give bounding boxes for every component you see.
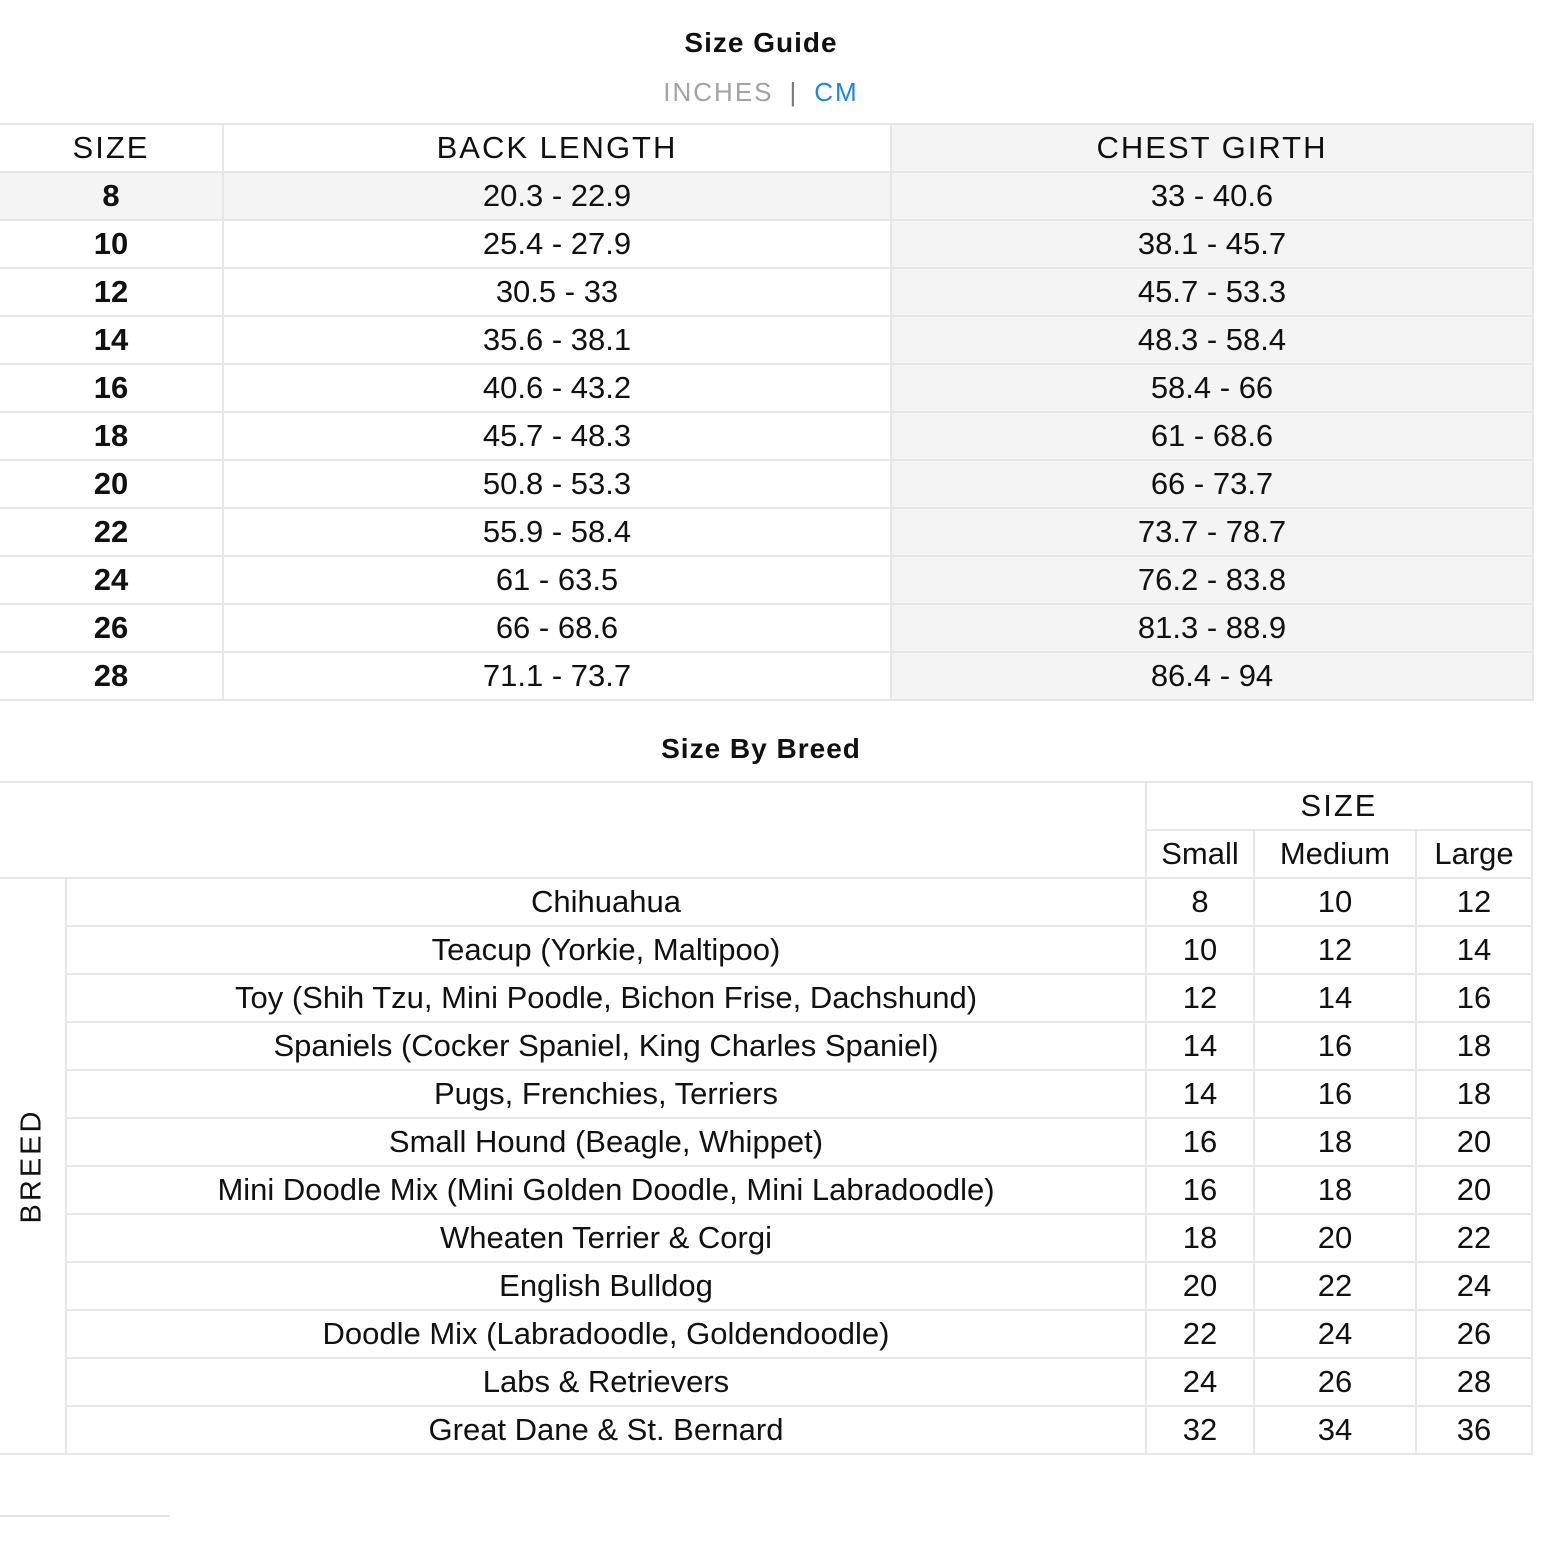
large-size-cell: 28 — [1416, 1358, 1532, 1406]
chest-girth-cell: 81.3 - 88.9 — [891, 604, 1533, 652]
small-size-cell: 12 — [1146, 974, 1254, 1022]
medium-size-cell: 18 — [1254, 1118, 1416, 1166]
medium-size-cell: 20 — [1254, 1214, 1416, 1262]
medium-size-cell: 18 — [1254, 1166, 1416, 1214]
medium-size-cell: 16 — [1254, 1070, 1416, 1118]
small-size-cell: 10 — [1146, 926, 1254, 974]
breed-table-corner — [0, 782, 1146, 878]
breed-row — [0, 1262, 1532, 1310]
size-column-header: SIZE — [0, 124, 223, 172]
back-length-cell: 61 - 63.5 — [223, 556, 891, 604]
breed-row — [0, 1118, 1532, 1166]
breed-name-cell: Toy (Shih Tzu, Mini Poodle, Bichon Frise, Dachshund) — [66, 974, 1146, 1022]
breed-row — [0, 926, 1532, 974]
breed-name-cell: Doodle Mix (Labradoodle, Goldendoodle) — [66, 1310, 1146, 1358]
chest-girth-cell: 45.7 - 53.3 — [891, 268, 1533, 316]
size-guide-row — [0, 412, 1533, 460]
breed-name-cell: Mini Doodle Mix (Mini Golden Doodle, Mini Labradoodle) — [66, 1166, 1146, 1214]
small-size-cell: 32 — [1146, 1406, 1254, 1454]
breed-name-cell: Chihuahua — [66, 878, 1146, 926]
back-length-cell: 35.6 - 38.1 — [223, 316, 891, 364]
chest-girth-cell: 61 - 68.6 — [891, 412, 1533, 460]
small-column-header: Small — [1146, 830, 1254, 878]
breed-name-cell: Pugs, Frenchies, Terriers — [66, 1070, 1146, 1118]
large-size-cell: 14 — [1416, 926, 1532, 974]
medium-column-header: Medium — [1254, 830, 1416, 878]
breed-axis-label — [0, 878, 66, 1454]
size-guide-row — [0, 364, 1533, 412]
breed-row — [0, 1070, 1532, 1118]
chest-girth-cell: 48.3 - 58.4 — [891, 316, 1533, 364]
unit-toggle — [0, 77, 1522, 108]
size-guide-header-row — [0, 124, 1533, 172]
medium-size-cell: 16 — [1254, 1022, 1416, 1070]
breed-row — [0, 878, 1532, 926]
breed-size-header-row — [0, 782, 1532, 830]
large-size-cell: 12 — [1416, 878, 1532, 926]
small-size-cell: 8 — [1146, 878, 1254, 926]
large-size-cell: 24 — [1416, 1262, 1532, 1310]
large-size-cell: 36 — [1416, 1406, 1532, 1454]
size-cell: 20 — [0, 460, 223, 508]
chest-girth-cell: 76.2 - 83.8 — [891, 556, 1533, 604]
chest-girth-cell: 38.1 - 45.7 — [891, 220, 1533, 268]
size-cell: 28 — [0, 652, 223, 700]
breed-name-cell: Teacup (Yorkie, Maltipoo) — [66, 926, 1146, 974]
large-size-cell: 22 — [1416, 1214, 1532, 1262]
size-cell: 14 — [0, 316, 223, 364]
size-guide-row — [0, 604, 1533, 652]
breed-name-cell: Small Hound (Beagle, Whippet) — [66, 1118, 1146, 1166]
breed-name-cell: Labs & Retrievers — [66, 1358, 1146, 1406]
size-guide-row — [0, 316, 1533, 364]
breed-row — [0, 1310, 1532, 1358]
size-guide-row — [0, 556, 1533, 604]
large-size-cell: 20 — [1416, 1166, 1532, 1214]
size-guide-title: Size Guide — [684, 27, 838, 58]
large-size-cell: 16 — [1416, 974, 1532, 1022]
back-length-column-header: BACK LENGTH — [223, 124, 891, 172]
back-length-cell: 66 - 68.6 — [223, 604, 891, 652]
medium-size-cell: 12 — [1254, 926, 1416, 974]
back-length-cell: 40.6 - 43.2 — [223, 364, 891, 412]
back-length-cell: 30.5 - 33 — [223, 268, 891, 316]
size-guide-row — [0, 652, 1533, 700]
size-cell: 12 — [0, 268, 223, 316]
breed-row — [0, 1022, 1532, 1070]
size-guide-table — [0, 123, 1534, 701]
back-length-cell: 50.8 - 53.3 — [223, 460, 891, 508]
breed-name-cell: Great Dane & St. Bernard — [66, 1406, 1146, 1454]
breed-axis-label-text: BREED — [15, 1108, 48, 1224]
large-size-cell: 26 — [1416, 1310, 1532, 1358]
medium-size-cell: 22 — [1254, 1262, 1416, 1310]
size-by-breed-title: Size By Breed — [661, 733, 861, 764]
chest-girth-cell: 66 - 73.7 — [891, 460, 1533, 508]
breed-name-cell: Spaniels (Cocker Spaniel, King Charles Spaniel) — [66, 1022, 1146, 1070]
small-size-cell: 20 — [1146, 1262, 1254, 1310]
small-size-cell: 14 — [1146, 1022, 1254, 1070]
size-cell: 18 — [0, 412, 223, 460]
breed-row — [0, 1358, 1532, 1406]
size-guide-row — [0, 508, 1533, 556]
small-size-cell: 16 — [1146, 1166, 1254, 1214]
chest-girth-cell: 73.7 - 78.7 — [891, 508, 1533, 556]
small-size-cell: 22 — [1146, 1310, 1254, 1358]
large-size-cell: 18 — [1416, 1070, 1532, 1118]
small-size-cell: 14 — [1146, 1070, 1254, 1118]
footer-divider — [0, 1515, 170, 1517]
breed-name-cell: English Bulldog — [66, 1262, 1146, 1310]
medium-size-cell: 26 — [1254, 1358, 1416, 1406]
breed-row — [0, 1166, 1532, 1214]
size-cell: 22 — [0, 508, 223, 556]
medium-size-cell: 14 — [1254, 974, 1416, 1022]
back-length-cell: 55.9 - 58.4 — [223, 508, 891, 556]
size-guide-row — [0, 172, 1533, 220]
unit-cm-toggle[interactable]: CM — [814, 77, 859, 107]
breed-size-header: SIZE — [1146, 782, 1532, 830]
chest-girth-cell: 33 - 40.6 — [891, 172, 1533, 220]
small-size-cell: 18 — [1146, 1214, 1254, 1262]
breed-row — [0, 1214, 1532, 1262]
size-guide-row — [0, 268, 1533, 316]
size-by-breed-table — [0, 781, 1533, 1455]
chest-girth-cell: 86.4 - 94 — [891, 652, 1533, 700]
back-length-cell: 25.4 - 27.9 — [223, 220, 891, 268]
medium-size-cell: 10 — [1254, 878, 1416, 926]
size-cell: 26 — [0, 604, 223, 652]
breed-row — [0, 974, 1532, 1022]
size-cell: 10 — [0, 220, 223, 268]
medium-size-cell: 24 — [1254, 1310, 1416, 1358]
large-column-header: Large — [1416, 830, 1532, 878]
unit-separator: | — [789, 77, 799, 107]
back-length-cell: 71.1 - 73.7 — [223, 652, 891, 700]
size-cell: 8 — [0, 172, 223, 220]
large-size-cell: 20 — [1416, 1118, 1532, 1166]
size-cell: 16 — [0, 364, 223, 412]
back-length-cell: 20.3 - 22.9 — [223, 172, 891, 220]
chest-girth-cell: 58.4 - 66 — [891, 364, 1533, 412]
size-guide-row — [0, 220, 1533, 268]
breed-row — [0, 1406, 1532, 1454]
back-length-cell: 45.7 - 48.3 — [223, 412, 891, 460]
breed-name-cell: Wheaten Terrier & Corgi — [66, 1214, 1146, 1262]
medium-size-cell: 34 — [1254, 1406, 1416, 1454]
small-size-cell: 24 — [1146, 1358, 1254, 1406]
size-cell: 24 — [0, 556, 223, 604]
small-size-cell: 16 — [1146, 1118, 1254, 1166]
unit-inches-toggle[interactable]: INCHES — [663, 77, 774, 107]
large-size-cell: 18 — [1416, 1022, 1532, 1070]
chest-girth-column-header: CHEST GIRTH — [891, 124, 1533, 172]
size-guide-row — [0, 460, 1533, 508]
